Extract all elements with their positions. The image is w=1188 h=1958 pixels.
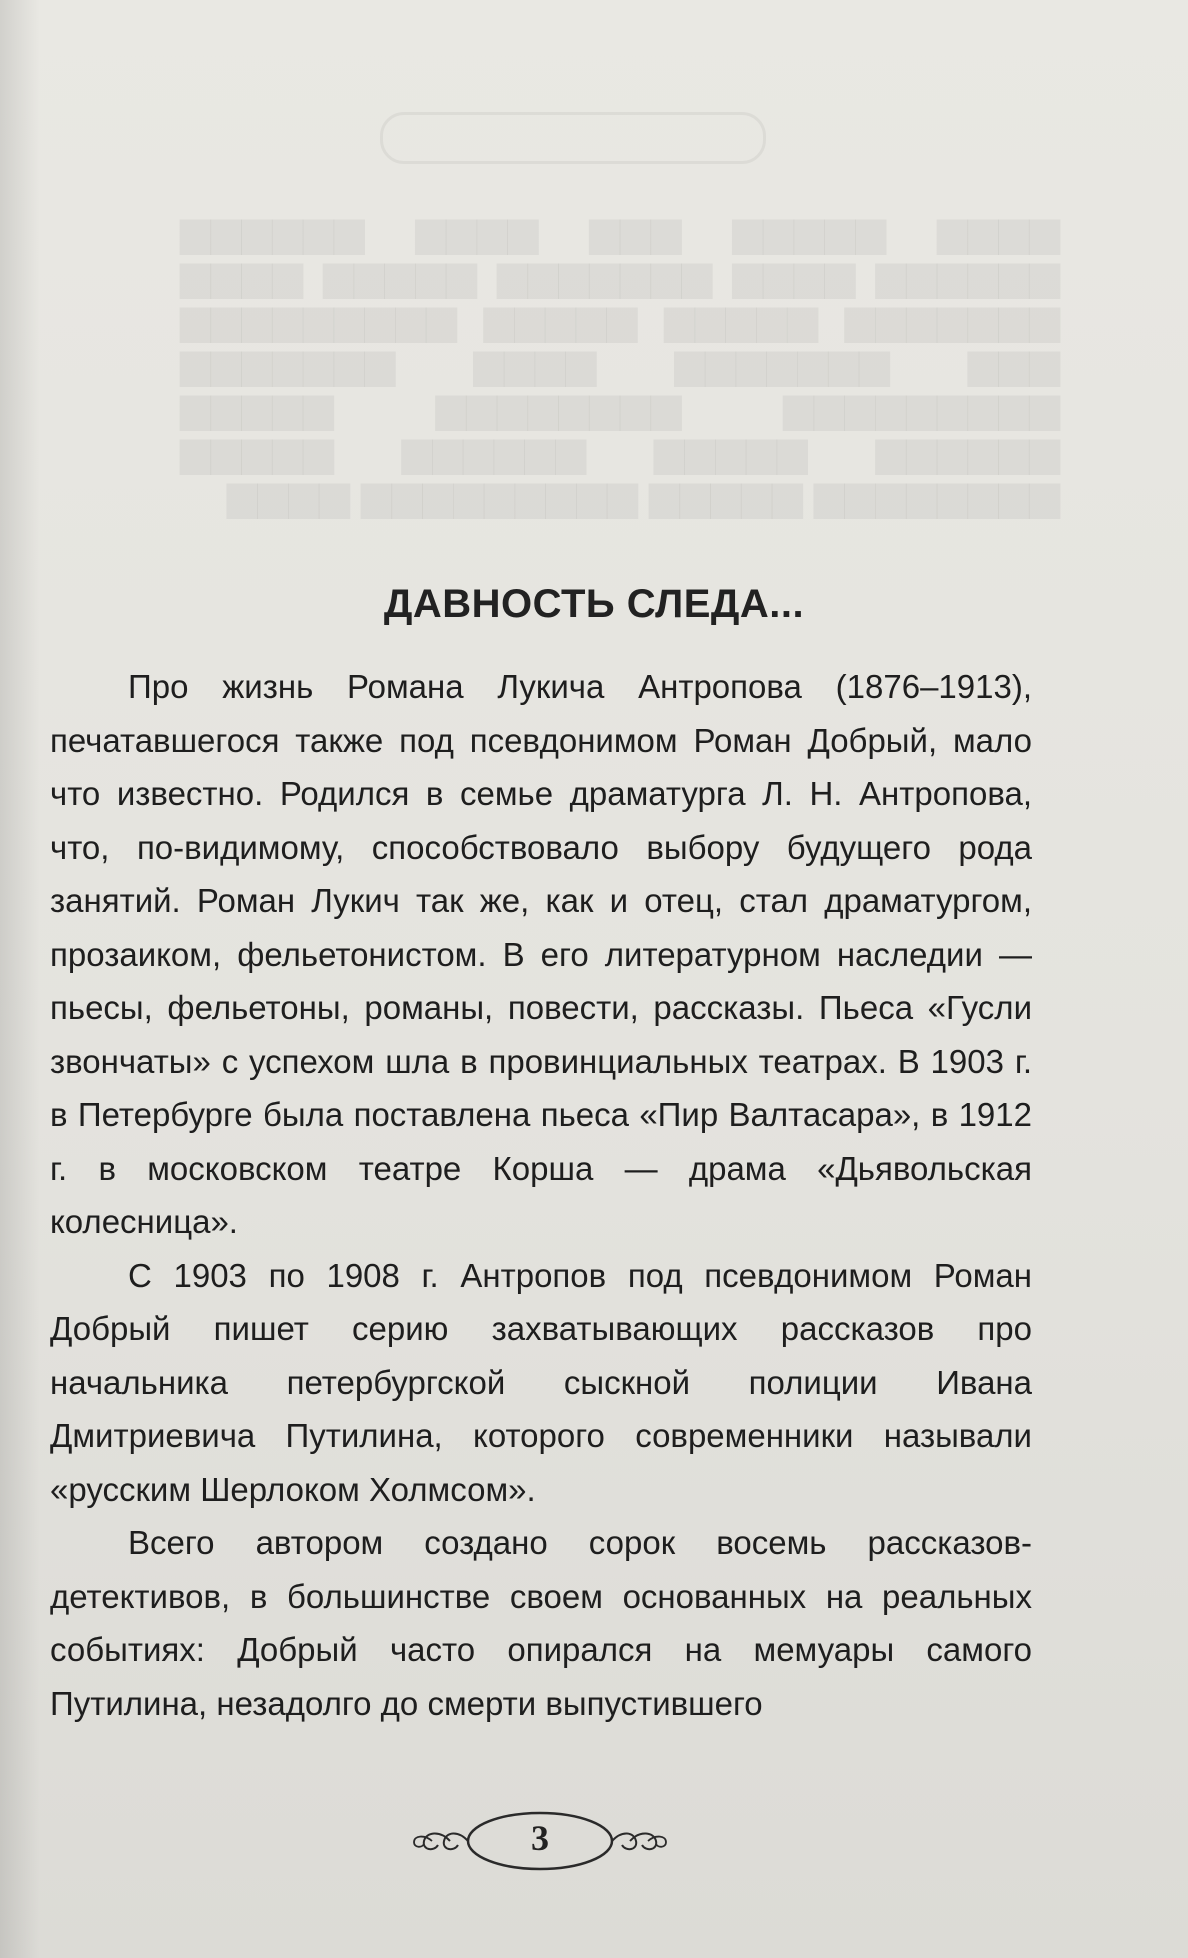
chapter-title: ДАВНОСТЬ СЛЕДА...: [383, 581, 805, 626]
paragraph: Про жизнь Романа Лукича Антропова (1876–1913), печатавшегося также под псевдонимом Роман Добрый, мало что известно. Родился в семье драматурга Л. Н. Антропова, что, по-видимому, способствовало выбору будущего рода занятий. Роман Лукич так же, как и отец, стал драматургом, прозаиком, фельетонистом. В его литературном наследии — пьесы, фельетоны, романы, повести, рассказы. Пьеса «Гусли звончаты» с успехом шла в провинциальных театрах. В 1903 г. в Петербурге была поставлена пьеса «Пир Валтасара», в 1912 г. в московском театре Корша — драма «Дьявольская колесница».: [50, 668, 1032, 1240]
body-text: [50, 660, 1032, 1730]
bleed-through-ornament: [380, 112, 766, 164]
bleed-through-text: ▆▆▆▆ ▆▆▆▆▆ ▆▆▆ ▆▆▆▆ ▆▆▆▆▆▆ ▆▆▆▆▆▆ ▆▆▆▆ ▆▆▆▆▆▆▆ ▆▆▆▆▆ ▆▆▆▆ ▆▆▆▆▆▆▆ ▆▆▆▆▆ ▆▆▆▆▆ ▆▆▆▆▆▆▆▆▆ ▆▆▆ ▆▆▆▆▆▆▆ ▆▆▆▆ ▆▆▆▆▆▆▆ ▆▆▆▆▆▆▆▆▆ ▆▆▆▆▆▆▆▆ ▆▆▆▆▆ ▆▆▆▆▆▆ ▆▆▆▆▆ ▆▆▆▆▆▆ ▆▆▆▆▆ ▆▆▆▆▆▆▆▆ ▆▆▆▆▆ ▆▆▆▆▆▆▆▆▆ ▆▆▆▆: [180, 210, 1060, 518]
paragraph: Всего автором создано сорок восемь рассказов-детективов, в большинстве своем основанных на реальных событиях: Добрый часто опирался на мемуары самого Путилина, незадолго до смерти выпустившего: [50, 1524, 1032, 1722]
page-number-ornament: [410, 1808, 670, 1876]
paragraph: С 1903 по 1908 г. Антропов под псевдонимом Роман Добрый пишет серию захватывающих рассказов про начальника петербургской сыскной полиции Ивана Дмитриевича Путилина, которого современники называли «русским Шерлоком Холмсом».: [50, 1256, 1032, 1508]
page-number: 3: [531, 1818, 549, 1858]
